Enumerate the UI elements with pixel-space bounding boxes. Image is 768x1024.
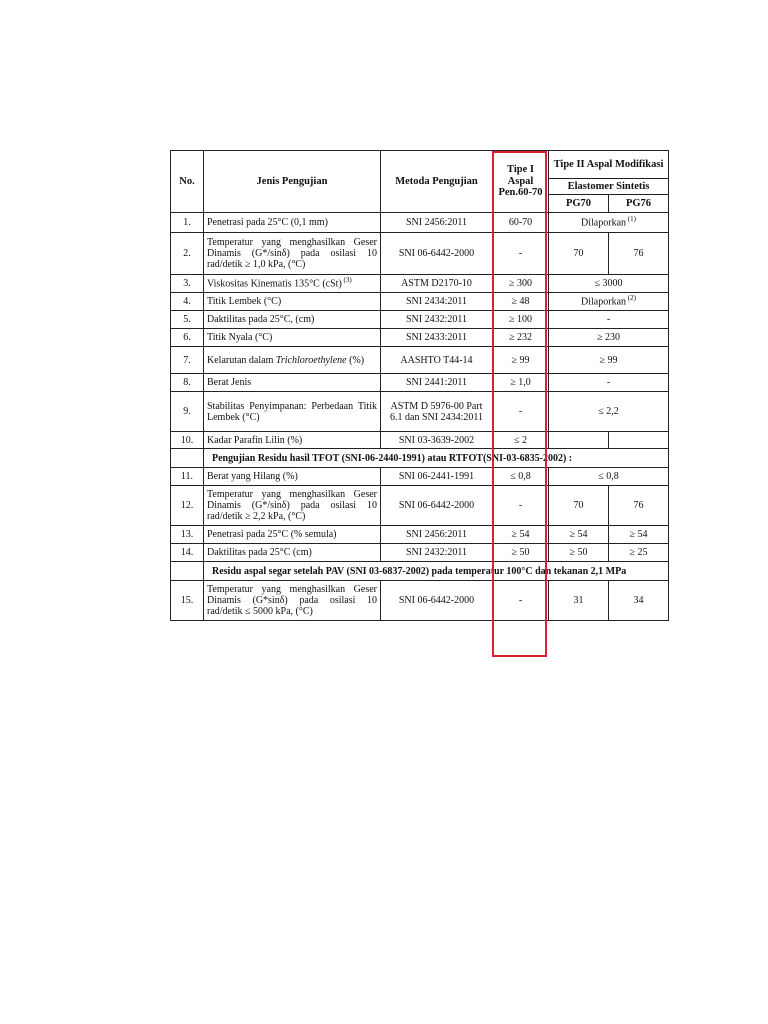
row-no: 5. [171, 311, 204, 329]
row-pg76 [609, 432, 669, 449]
row-no: 12. [171, 486, 204, 526]
row-metoda: SNI 2433:2011 [381, 329, 493, 347]
row-jenis: Daktilitas pada 25°C, (cm) [204, 311, 381, 329]
row-tipe2-merged: - [549, 374, 669, 392]
row-jenis: Temperatur yang menghasilkan Geser Dinamis (G*/sinδ) pada osilasi 10 rad/detik ≥ 2,2 kPa, (°C) [204, 486, 381, 526]
row-pg76: 34 [609, 581, 669, 621]
table-row [171, 468, 669, 486]
row-metoda: SNI 2456:2011 [381, 526, 493, 544]
row-jenis: Kadar Parafin Lilin (%) [204, 432, 381, 449]
row-jenis: Penetrasi pada 25°C (% semula) [204, 526, 381, 544]
row-metoda: SNI 06-6442-2000 [381, 486, 493, 526]
table-row [171, 275, 669, 293]
row-pg70: 70 [549, 233, 609, 275]
table-row [171, 581, 669, 621]
row-tipe1: ≥ 48 [493, 293, 549, 311]
row-no: 4. [171, 293, 204, 311]
row-pg76: ≥ 25 [609, 544, 669, 562]
row-no: 2. [171, 233, 204, 275]
row-tipe2-merged: ≤ 0,8 [549, 468, 669, 486]
header-jenis: Jenis Pengujian [204, 151, 381, 213]
row-tipe1: ≤ 2 [493, 432, 549, 449]
header-elastomer: Elastomer Sintetis [549, 179, 669, 195]
row-pg70: 70 [549, 486, 609, 526]
row-tipe1: - [493, 581, 549, 621]
row-pg70: ≥ 54 [549, 526, 609, 544]
row-metoda: SNI 2432:2011 [381, 544, 493, 562]
header-pg70: PG70 [549, 195, 609, 213]
row-tipe1: ≤ 0,8 [493, 468, 549, 486]
section-tfot [171, 449, 669, 468]
table-body [171, 213, 669, 621]
section-spacer [171, 562, 204, 581]
row-metoda: SNI 06-2441-1991 [381, 468, 493, 486]
row-no: 11. [171, 468, 204, 486]
row-no: 7. [171, 347, 204, 374]
table-row [171, 329, 669, 347]
row-tipe1: 60-70 [493, 213, 549, 233]
row-tipe2-merged: ≤ 3000 [549, 275, 669, 293]
row-pg76: 76 [609, 233, 669, 275]
row-tipe2-merged: ≥ 230 [549, 329, 669, 347]
row-jenis: Temperatur yang menghasilkan Geser Dinamis (G*/sinδ) pada osilasi 10 rad/detik ≥ 1,0 kPa, (°C) [204, 233, 381, 275]
row-jenis: Titik Lembek (°C) [204, 293, 381, 311]
row-jenis: Kelarutan dalam Trichloroethylene (%) [204, 347, 381, 374]
row-tipe2-merged: ≥ 99 [549, 347, 669, 374]
table-row [171, 486, 669, 526]
row-jenis: Stabilitas Penyimpanan: Perbedaan Titik Lembek (°C) [204, 392, 381, 432]
row-no: 1. [171, 213, 204, 233]
row-jenis: Berat Jenis [204, 374, 381, 392]
row-tipe2-merged: Dilaporkan $^{(2)}$ [549, 293, 669, 311]
row-metoda: SNI 06-6442-2000 [381, 581, 493, 621]
row-tipe1: ≥ 100 [493, 311, 549, 329]
row-jenis: Berat yang Hilang (%) [204, 468, 381, 486]
table-row [171, 432, 669, 449]
table-row [171, 213, 669, 233]
row-metoda: SNI 03-3639-2002 [381, 432, 493, 449]
row-no: 14. [171, 544, 204, 562]
asphalt-spec-table [170, 150, 669, 621]
row-tipe1: ≥ 99 [493, 347, 549, 374]
row-metoda: SNI 2432:2011 [381, 311, 493, 329]
row-tipe1: ≥ 54 [493, 526, 549, 544]
row-no: 13. [171, 526, 204, 544]
header-pg76: PG76 [609, 195, 669, 213]
row-tipe1: ≥ 232 [493, 329, 549, 347]
row-tipe1: ≥ 50 [493, 544, 549, 562]
row-tipe1: - [493, 392, 549, 432]
table-row [171, 526, 669, 544]
row-jenis: Temperatur yang menghasilkan Geser Dinamis (G*sinδ) pada osilasi 10 rad/detik ≤ 5000 kPa, (°C) [204, 581, 381, 621]
header-metoda: Metoda Pengujian [381, 151, 493, 213]
row-pg76: 76 [609, 486, 669, 526]
row-jenis: Penetrasi pada 25°C (0,1 mm) [204, 213, 381, 233]
spec-table-container [170, 150, 668, 621]
row-no: 8. [171, 374, 204, 392]
row-tipe2-merged: Dilaporkan $^{(1)}$ [549, 213, 669, 233]
header-tipe2: Tipe II Aspal Modifikasi [549, 151, 669, 179]
row-pg76: ≥ 54 [609, 526, 669, 544]
row-tipe2-merged: - [549, 311, 669, 329]
row-pg70: ≥ 50 [549, 544, 609, 562]
row-tipe1: ≥ 1,0 [493, 374, 549, 392]
row-metoda: ASTM D2170-10 [381, 275, 493, 293]
header-tipe1: Tipe I Aspal Pen.60-70 [493, 151, 549, 213]
table-row [171, 347, 669, 374]
row-no: 6. [171, 329, 204, 347]
table-row [171, 293, 669, 311]
table-row [171, 233, 669, 275]
row-no: 10. [171, 432, 204, 449]
row-no: 3. [171, 275, 204, 293]
row-jenis: Titik Nyala (°C) [204, 329, 381, 347]
row-jenis: Viskositas Kinematis 135°C (cSt) $^{(3)}$ [204, 275, 381, 293]
section-pav [171, 562, 669, 581]
row-metoda: SNI 06-6442-2000 [381, 233, 493, 275]
row-metoda: SNI 2456:2011 [381, 213, 493, 233]
row-no: 15. [171, 581, 204, 621]
row-no: 9. [171, 392, 204, 432]
row-tipe1: - [493, 486, 549, 526]
table-row [171, 311, 669, 329]
section-pav-label: Residu aspal segar setelah PAV (SNI 03-6837-2002) pada temperatur 100°C dan tekanan 2,1 MPa [204, 562, 669, 581]
table-row [171, 544, 669, 562]
row-pg70: 31 [549, 581, 609, 621]
header-no: No. [171, 151, 204, 213]
row-tipe2-merged: ≤ 2,2 [549, 392, 669, 432]
section-spacer [171, 449, 204, 468]
row-jenis: Daktilitas pada 25°C (cm) [204, 544, 381, 562]
table-row [171, 392, 669, 432]
row-tipe1: - [493, 233, 549, 275]
row-metoda: AASHTO T44-14 [381, 347, 493, 374]
row-metoda: ASTM D 5976-00 Part 6.1 dan SNI 2434:2011 [381, 392, 493, 432]
row-pg70 [549, 432, 609, 449]
section-tfot-label: Pengujian Residu hasil TFOT (SNI-06-2440-1991) atau RTFOT(SNI-03-6835-2002) : [204, 449, 669, 468]
table-row [171, 374, 669, 392]
row-tipe1: ≥ 300 [493, 275, 549, 293]
row-metoda: SNI 2441:2011 [381, 374, 493, 392]
row-metoda: SNI 2434:2011 [381, 293, 493, 311]
